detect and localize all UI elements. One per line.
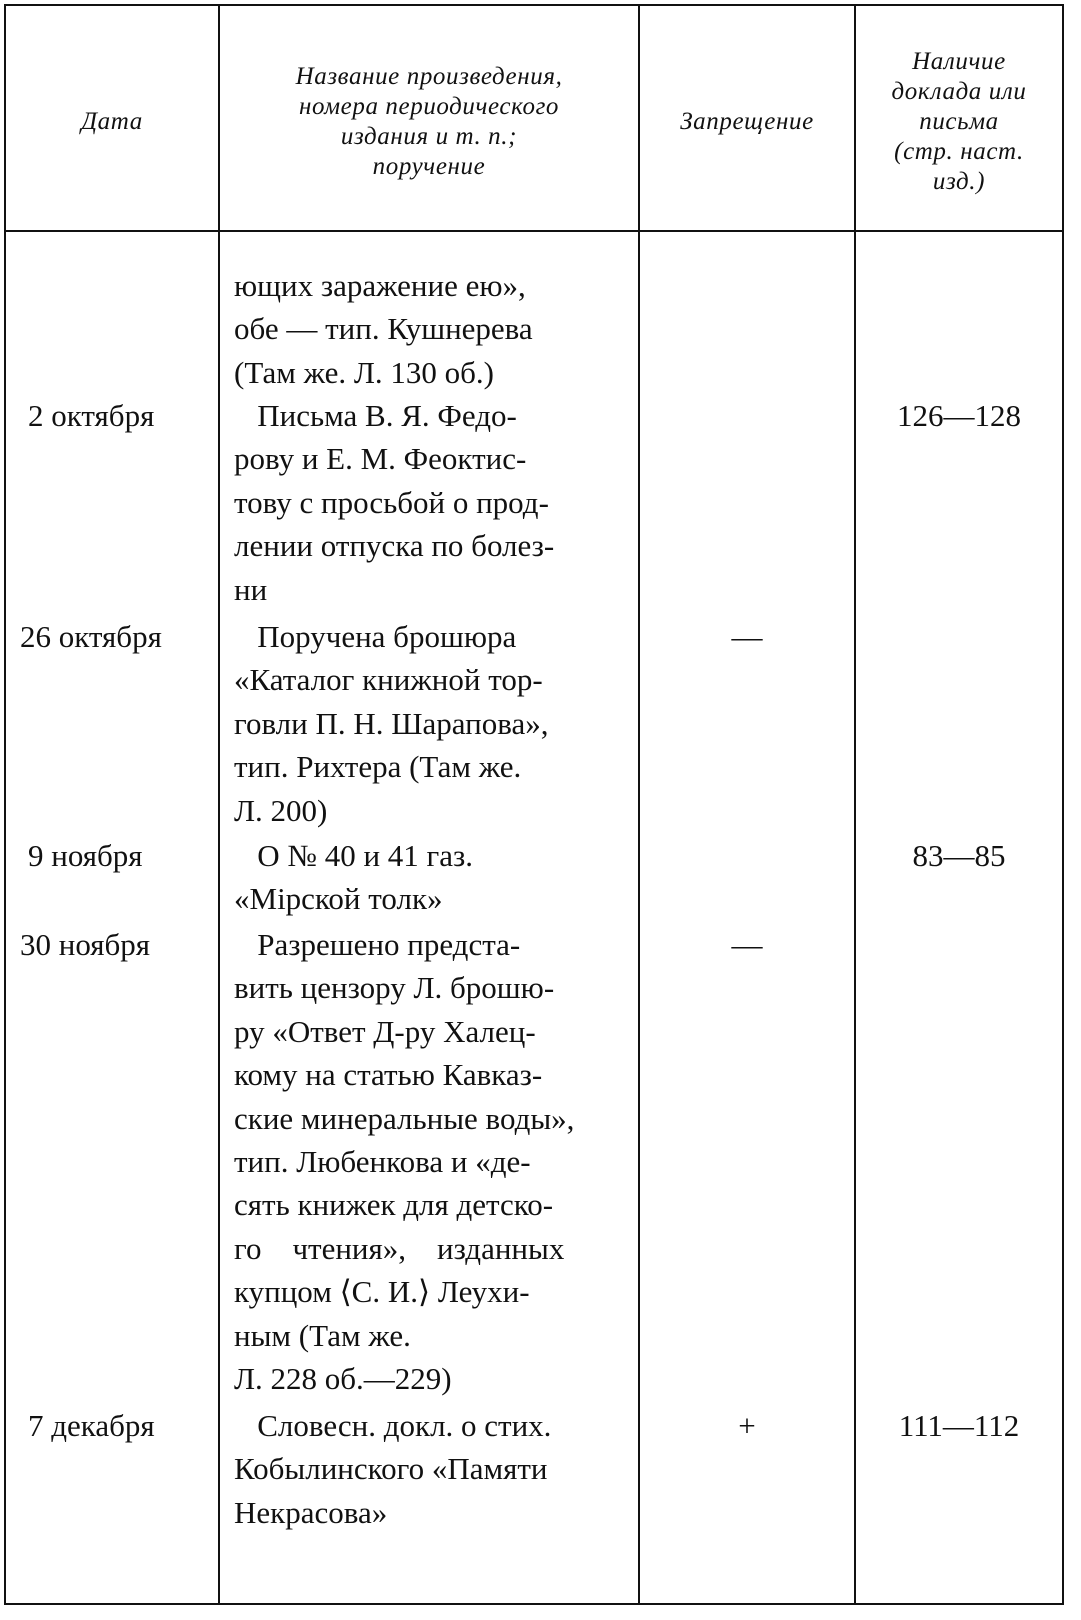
column-divider (638, 6, 640, 1603)
row-pages: 111—112 (898, 1408, 1020, 1443)
header-date (6, 6, 218, 238)
row-date: 30 ноября (20, 927, 151, 962)
column-divider (218, 6, 220, 1603)
header-title-label: Название произведения, номера периодического издания и т. п.; поручение (295, 63, 563, 180)
row-text: Поручена брошюра «Каталог книжной тор- говли П. Н. Шарапова», тип. Рихтера (Там же. Л. 200) (234, 619, 549, 828)
row-text: Письма В. Я. Федо- рову и Е. М. Феоктис- тову с просьбой о прод- лении отпуска по болез- ни (234, 398, 555, 607)
header-title (220, 6, 638, 238)
column-divider (854, 6, 856, 1603)
header-date-label: Дата (81, 108, 143, 135)
header-report (856, 6, 1062, 238)
records-table (4, 4, 1064, 1605)
row-pages: 126—128 (897, 398, 1021, 433)
row-text: Разрешено предста- вить цензору Л. брошю- ру «Ответ Д-ру Халец- кому на статью Кавказ- ские минеральные воды», тип. Любенкова и «де- сять книжек для детско- го чтения», изданных купцом ⟨С. И.⟩ Леухи- ным (Там же. Л. 228 об.—229) (234, 927, 575, 1397)
row-pages: 83—85 (912, 838, 1006, 873)
row-ban: — (731, 619, 763, 654)
row-ban: — (731, 927, 763, 962)
row-date: 26 октября (20, 619, 162, 654)
row-date: 9 ноября (28, 838, 143, 873)
row-text: Словесн. докл. о стих. Кобылинского «Памяти Некрасова» (234, 1408, 552, 1530)
header-report-label: Наличие доклада или письма (стр. наст. изд.) (891, 48, 1027, 195)
header-ban-label: Запрещение (680, 108, 814, 135)
row-date: 2 октября (28, 398, 155, 433)
row-ban: + (738, 1408, 756, 1443)
header-ban (640, 6, 854, 238)
row-text: ющих заражение ею», обе — тип. Кушнерева (Там же. Л. 130 об.) (234, 268, 533, 390)
row-date: 7 декабря (28, 1408, 155, 1443)
row-text: О № 40 и 41 газ. «Мірской толк» (234, 838, 474, 917)
